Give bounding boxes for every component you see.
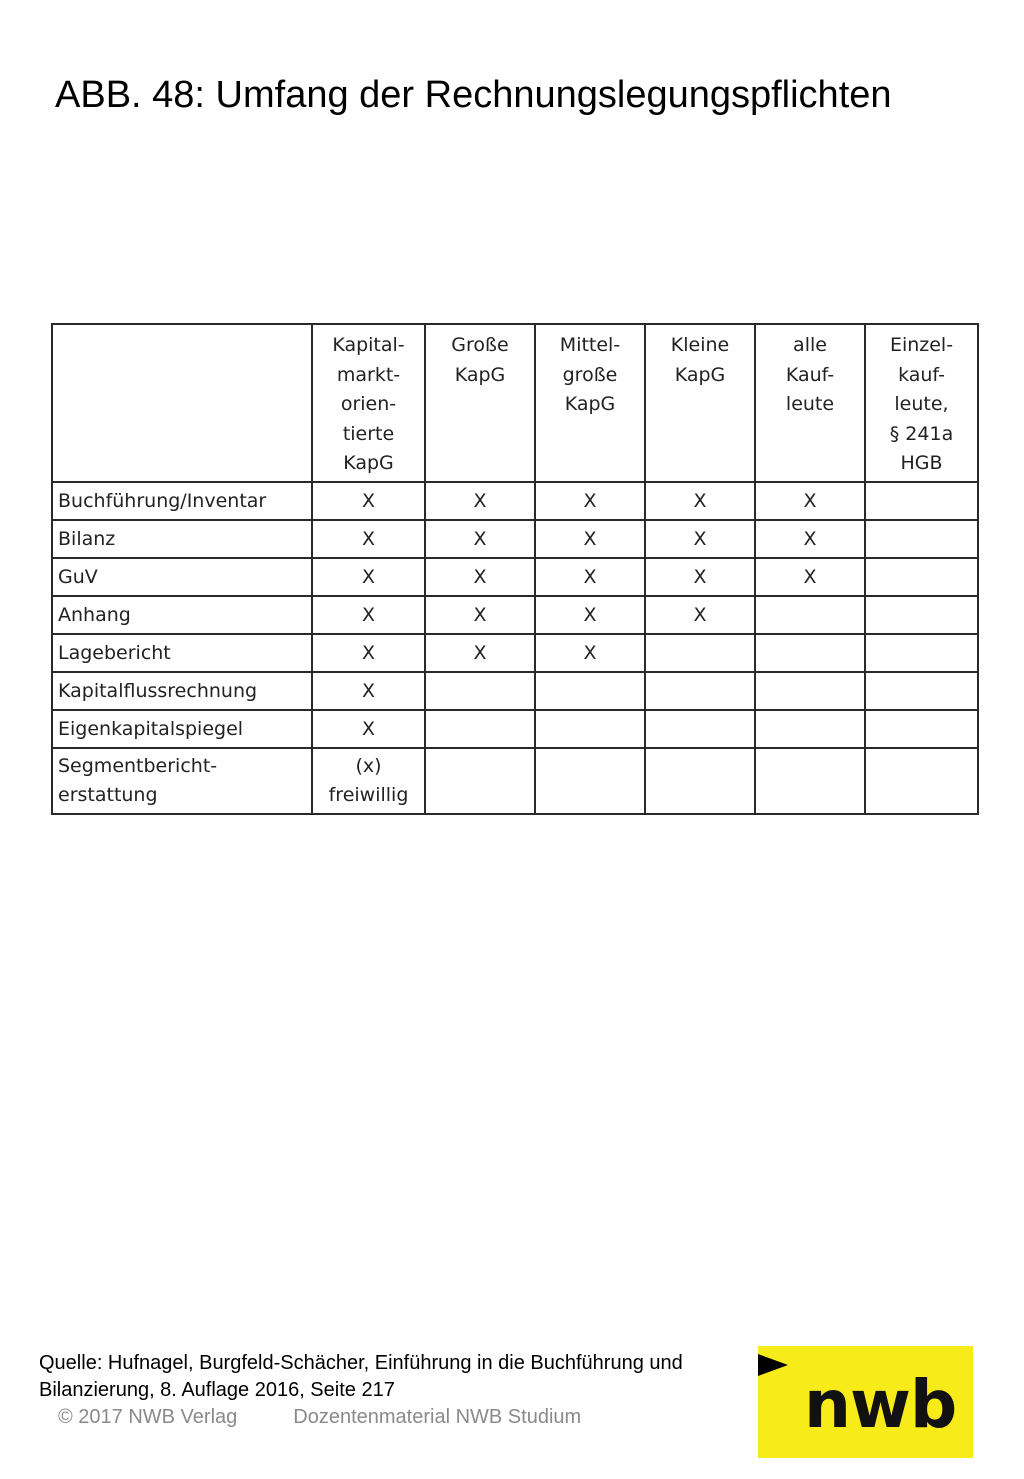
table-cell: X — [755, 482, 865, 520]
row-label: Anhang — [52, 596, 312, 634]
table-cell: X — [312, 596, 425, 634]
table-cell — [425, 710, 535, 748]
table-cell — [755, 596, 865, 634]
table-row — [52, 748, 978, 814]
table-cell: X — [535, 482, 645, 520]
table-cell: X — [425, 634, 535, 672]
header-cell-kapitalmarktorientiert: Kapital- markt- orien- tierte KapG — [312, 324, 425, 482]
obligations-table — [51, 323, 979, 815]
table-cell: X — [535, 596, 645, 634]
table-cell: X — [755, 558, 865, 596]
row-label: GuV — [52, 558, 312, 596]
row-label: Bilanz — [52, 520, 312, 558]
row-label: Lagebericht — [52, 634, 312, 672]
table-cell: X — [645, 520, 755, 558]
table-cell — [865, 482, 978, 520]
table-row — [52, 520, 978, 558]
arrow-icon — [758, 1354, 788, 1376]
table-cell: X — [535, 634, 645, 672]
table-cell — [865, 520, 978, 558]
table-cell — [865, 558, 978, 596]
table-cell — [535, 672, 645, 710]
table-cell — [755, 710, 865, 748]
table-row — [52, 672, 978, 710]
table-cell — [645, 748, 755, 814]
nwb-logo — [758, 1346, 973, 1458]
row-label: Eigenkapitalspiegel — [52, 710, 312, 748]
row-label: Buchführung/Inventar — [52, 482, 312, 520]
table-cell — [865, 710, 978, 748]
header-cell-kleine-kapg: Kleine KapG — [645, 324, 755, 482]
table-cell: X — [645, 558, 755, 596]
table-cell — [645, 634, 755, 672]
table-cell: X — [535, 520, 645, 558]
header-cell-mittelgrosse-kapg: Mittel- große KapG — [535, 324, 645, 482]
table-cell — [865, 596, 978, 634]
header-cell-alle-kaufleute: alle Kauf- leute — [755, 324, 865, 482]
table-cell: X — [425, 558, 535, 596]
table-cell: X — [425, 482, 535, 520]
table-cell — [645, 710, 755, 748]
source-line-1: Quelle: Hufnagel, Burgfeld-Schächer, Einführung in die Buchführung und — [39, 1352, 683, 1374]
table-cell — [425, 672, 535, 710]
material-text: Dozentenmaterial NWB Studium — [293, 1406, 582, 1428]
table-cell: X — [645, 482, 755, 520]
table-cell: X — [312, 710, 425, 748]
logo-text: nwb — [804, 1366, 957, 1443]
copyright-line — [58, 1406, 581, 1429]
table-cell: X — [312, 558, 425, 596]
table-row — [52, 710, 978, 748]
row-label: Kapitalflussrechnung — [52, 672, 312, 710]
table-row — [52, 558, 978, 596]
table-cell: (x) freiwillig — [312, 748, 425, 814]
row-label: Segmentbericht- erstattung — [52, 748, 312, 814]
table-row — [52, 482, 978, 520]
header-cell-empty — [52, 324, 312, 482]
table-cell — [865, 672, 978, 710]
table-cell — [755, 748, 865, 814]
table-cell — [645, 672, 755, 710]
table-cell: X — [312, 634, 425, 672]
table-cell: X — [312, 672, 425, 710]
header-row — [52, 324, 978, 482]
table-cell — [425, 748, 535, 814]
table-cell — [865, 748, 978, 814]
source-line-2: Bilanzierung, 8. Auflage 2016, Seite 217 — [39, 1379, 395, 1401]
copyright-text: © 2017 NWB Verlag — [58, 1406, 238, 1428]
table-cell — [755, 634, 865, 672]
table-cell: X — [755, 520, 865, 558]
page-title: ABB. 48: Umfang der Rechnungslegungspflichten — [55, 74, 892, 116]
header-cell-grosse-kapg: Große KapG — [425, 324, 535, 482]
table-cell: X — [645, 596, 755, 634]
table-cell: X — [535, 558, 645, 596]
table-row — [52, 634, 978, 672]
table-cell — [535, 748, 645, 814]
source-citation — [39, 1350, 683, 1404]
table-row — [52, 596, 978, 634]
table-cell — [865, 634, 978, 672]
table-cell: X — [425, 520, 535, 558]
table-cell: X — [312, 482, 425, 520]
table-cell: X — [425, 596, 535, 634]
table-cell — [755, 672, 865, 710]
header-cell-einzelkaufleute: Einzel- kauf- leute, § 241a HGB — [865, 324, 978, 482]
table-cell: X — [312, 520, 425, 558]
table-cell — [535, 710, 645, 748]
